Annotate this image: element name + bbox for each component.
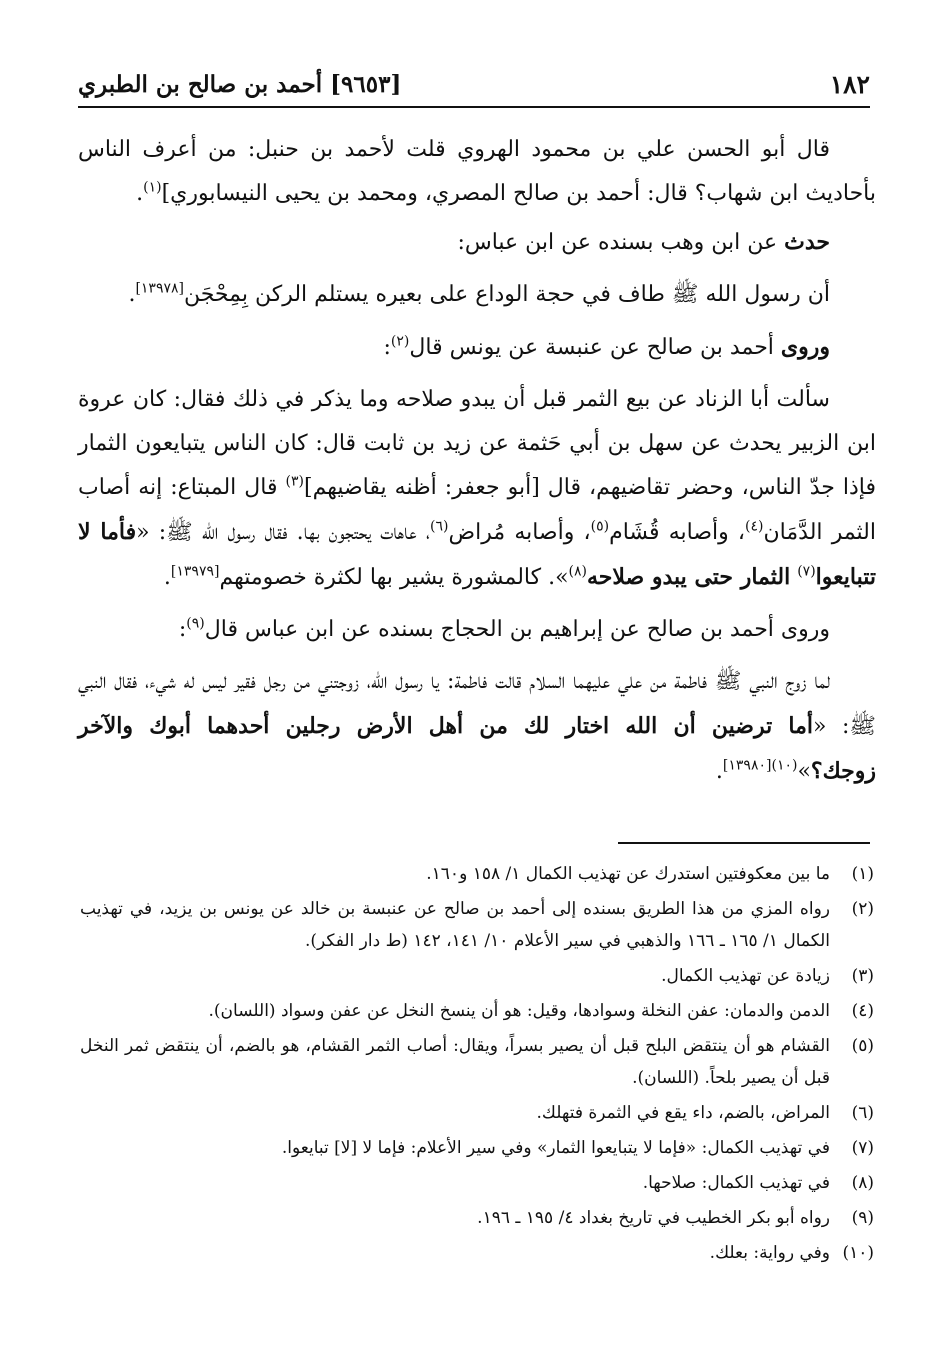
paragraph-3: أن رسول الله ﷺ طاف في حجة الوداع على بعيره يستلم الركن بِمِحْجَن[١٣٩٧٨]. — [128, 280, 830, 307]
footnote-item: (٢) رواه المزي من هذا الطريق بسنده إلى أحمد بن صالح عن عنبسة بن خالد عن يونس بن يزيد، في تهذيب الكمال ١/ ١٦٥ ـ ١٦٦ والذهبي في سير الأعلام ١٠/ ١٤١، ١٤٢ (ط دار الفكر). — [80, 899, 874, 951]
footnote-item: (١) ما بين معكوفتين استدرك عن تهذيب الكمال ١/ ١٥٨ و١٦٠. — [426, 864, 874, 884]
paragraph-4: وروى أحمد بن صالح عن عنبسة عن يونس قال$^{(٢)}$: — [383, 333, 830, 360]
page-number: ١٨٢ — [829, 69, 870, 99]
bold-word: وروى — [780, 334, 830, 360]
reference-marker: [١٣٩٨٠] — [722, 757, 772, 774]
bold-word: حدث — [784, 229, 830, 255]
paragraph-2: حدث عن ابن وهب بسنده عن ابن عباس: — [457, 229, 830, 255]
page-header — [78, 62, 870, 108]
footnote-marker: (٦) — [430, 518, 449, 535]
footnote-marker: (٩) — [186, 615, 205, 632]
footnote-item: (٤) الدمن والدمان: عفن النخلة وسوادها، وقيل: هو أن ينسخ النخل عن عفن وسواد (اللسان). — [208, 1001, 874, 1021]
footnote-marker: (٧) — [797, 563, 816, 580]
footnote-item: (٥) القشام هو أن ينتقض البلح قبل أن يصير بسراً، ويقال: أصاب الثمر القشام، هو بالضم، أن ينتقض ثمر النخل قبل أن يصير بلحاً. (اللسان). — [80, 1036, 874, 1088]
footnote-marker: (٤) — [745, 518, 764, 535]
reference-marker: [١٣٩٧٩] — [170, 563, 220, 580]
footnote-marker: (٥) — [590, 518, 610, 535]
paragraph-7: لما زوج النبي ﷺ فاطمة من علي عليهما السلام قالت فاطمة: يا رسول الله، زوجتني من رجل فقير ليس له شيء، فقال النبي ﷺ: «أما ترضين أن الله اختار لك من أهل الأرض رجلين أحدهما أبوك والآخر زوجك؟»$^{(١٠)[١٣٩٨٠]}$. — [78, 669, 876, 784]
footnote-marker: (٨) — [568, 563, 587, 580]
running-title: [٩٦٥٣] أحمد بن صالح بن الطبري — [78, 70, 402, 98]
paragraph-1: قال أبو الحسن علي بن محمود الهروي قلت لأحمد بن حنبل: من أعرف الناس بأحاديث ابن شهاب؟ قال: أحمد بن صالح المصري، ومحمد بن يحيى النيسابوري]$^{(١)}$. — [78, 137, 876, 206]
reference-marker: [١٣٩٧٨] — [135, 280, 184, 297]
footnote-item: (٩) رواه أبو بكر الخطيب في تاريخ بغداد ٤/ ١٩٥ ـ ١٩٦. — [477, 1208, 874, 1228]
paragraph-5: سألت أبا الزناد عن بيع الثمر قبل أن يبدو صلاحه وما يذكر في ذلك فقال: كان عروة ابن الزبير يحدث عن سهل بن أبي حَثمة عن زيد بن ثابت قال: كان الناس يتبايعون الثمار فإذا جدّ الناس، وحضر تقاضيهم، قال [أبو جعفر: أظنه يقاضيهم]$^{(٣)}$ قال المبتاع: إنه أصاب الثمر الدَّمَان$^{(٤)}$، وأصابه قُشَام$^{(٥)}$، وأصابه مُراض$^{(٦)}$، عاهات يحتجون بها. فقال رسول الله ﷺ: «فأما لا تتبايعوا$^{(٧)}$ الثمار حتى يبدو صلاحه$^{(٨)}$». كالمشورة يشير بها لكثرة خصومتهم[١٣٩٧٩]. — [78, 387, 877, 590]
footnote-marker: (٢) — [390, 333, 410, 350]
main-text — [78, 128, 876, 802]
footnotes — [80, 858, 874, 1272]
footnote-item: (٨) في تهذيب الكمال: صلاحها. — [642, 1173, 874, 1193]
footnote-item: (١٠) وفي رواية: بعلك. — [709, 1243, 874, 1263]
footnote-marker: (٣) — [285, 473, 304, 490]
paragraph-6: وروى أحمد بن صالح عن إبراهيم بن الحجاج بسنده عن ابن عباس قال$^{(٩)}$: — [178, 615, 830, 642]
footnote-divider — [0, 842, 948, 844]
footnote-marker: (١٠) — [771, 757, 798, 774]
footnote-item: (٣) زيادة عن تهذيب الكمال. — [661, 966, 874, 986]
footnote-marker: (١) — [143, 179, 162, 196]
footnote-item: (٦) المراض، بالضم، داء يقع في الثمرة فتهلك. — [536, 1103, 874, 1123]
footnote-item: (٧) في تهذيب الكمال: «فإما لا يتبايعوا الثمار» وفي سير الأعلام: فإما لا [لا] تبايعوا. — [281, 1138, 874, 1158]
